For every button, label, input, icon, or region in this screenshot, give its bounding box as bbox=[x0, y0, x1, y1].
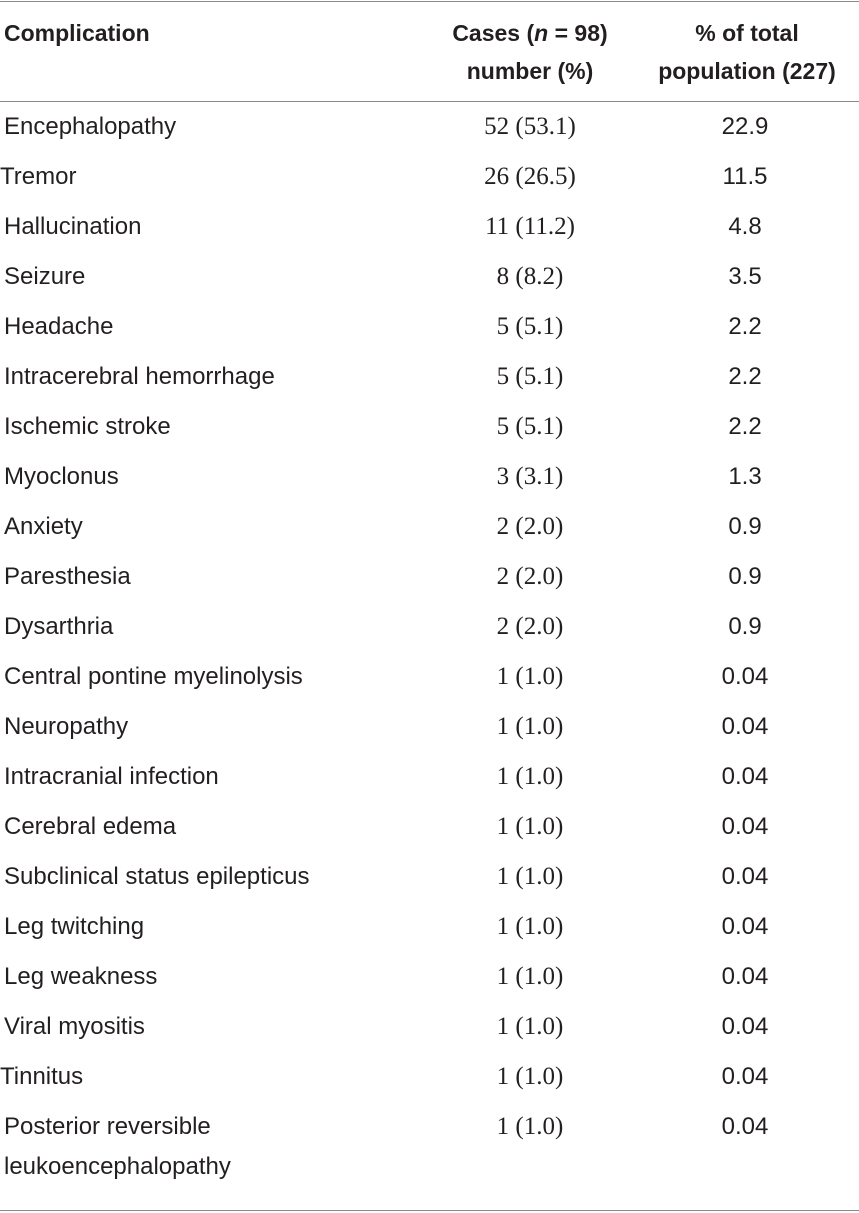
table-row bbox=[0, 1107, 859, 1197]
percent-total-cell: 0.9 bbox=[728, 563, 762, 590]
table-row bbox=[0, 1007, 859, 1057]
table-header-row bbox=[0, 0, 859, 101]
cases-cell: 52 (53.1) bbox=[484, 113, 576, 140]
header-rule bbox=[0, 101, 859, 102]
cases-cell: 1 (1.0) bbox=[496, 763, 564, 790]
complication-cell: Leg twitching bbox=[4, 913, 145, 940]
complication-cell: Hallucination bbox=[4, 213, 142, 240]
cases-cell: 1 (1.0) bbox=[496, 663, 564, 690]
table-row bbox=[0, 657, 859, 707]
percent-total-cell: 0.04 bbox=[721, 863, 769, 890]
cases-cell: 11 (11.2) bbox=[485, 213, 575, 240]
table-row bbox=[0, 357, 859, 407]
complication-cell: Headache bbox=[4, 313, 114, 340]
cases-cell: 5 (5.1) bbox=[496, 413, 564, 440]
cases-cell: 1 (1.0) bbox=[496, 1063, 564, 1090]
table-row bbox=[0, 607, 859, 657]
table-bottom-rule bbox=[0, 1210, 859, 1211]
percent-total-cell: 0.04 bbox=[721, 763, 769, 790]
cases-cell: 1 (1.0) bbox=[496, 913, 564, 940]
complication-cell: Neuropathy bbox=[4, 713, 129, 740]
table-row bbox=[0, 157, 859, 207]
complication-cell: Paresthesia bbox=[4, 563, 131, 590]
cases-cell: 1 (1.0) bbox=[496, 813, 564, 840]
table-row bbox=[0, 907, 859, 957]
cases-cell: 1 (1.0) bbox=[496, 963, 564, 990]
percent-total-cell: 0.04 bbox=[721, 1063, 769, 1090]
table-row bbox=[0, 757, 859, 807]
complication-cell: Viral myositis bbox=[4, 1013, 145, 1040]
complication-cell: Intracranial infection bbox=[4, 763, 219, 790]
percent-total-cell: 2.2 bbox=[728, 413, 762, 440]
table-row bbox=[0, 457, 859, 507]
table-row bbox=[0, 807, 859, 857]
complication-cell: Tremor bbox=[0, 163, 77, 190]
complication-cell: Tinnitus bbox=[0, 1063, 84, 1090]
table-row bbox=[0, 557, 859, 607]
table-body bbox=[0, 107, 859, 1197]
percent-total-cell: 1.3 bbox=[728, 463, 762, 490]
percent-total-cell: 0.9 bbox=[728, 513, 762, 540]
percent-total-cell: 0.04 bbox=[721, 1013, 769, 1040]
header-complication: Complication bbox=[4, 20, 150, 46]
percent-total-cell: 4.8 bbox=[728, 213, 762, 240]
percent-total-cell: 22.9 bbox=[721, 113, 769, 140]
table-row bbox=[0, 857, 859, 907]
percent-total-cell: 0.04 bbox=[721, 663, 769, 690]
complication-cell: Leg weakness bbox=[4, 963, 158, 990]
table-row bbox=[0, 1057, 859, 1107]
complication-cell: Central pontine myelinolysis bbox=[4, 663, 303, 690]
complication-cell: Myoclonus bbox=[4, 463, 119, 490]
percent-total-cell: 0.04 bbox=[721, 713, 769, 740]
header-cases: Cases (n = 98) number (%) bbox=[452, 20, 608, 84]
complication-cell: Cerebral edema bbox=[4, 813, 177, 840]
cases-cell: 2 (2.0) bbox=[496, 513, 564, 540]
cases-cell: 2 (2.0) bbox=[496, 563, 564, 590]
table-row bbox=[0, 307, 859, 357]
table-row bbox=[0, 957, 859, 1007]
complication-cell: Subclinical status epilepticus bbox=[4, 863, 310, 890]
complication-cell: Seizure bbox=[4, 263, 86, 290]
complication-cell: Encephalopathy bbox=[4, 113, 177, 140]
percent-total-cell: 2.2 bbox=[728, 363, 762, 390]
table-row bbox=[0, 207, 859, 257]
percent-total-cell: 0.04 bbox=[721, 1113, 769, 1140]
percent-total-cell: 3.5 bbox=[728, 263, 762, 290]
percent-total-cell: 0.9 bbox=[728, 613, 762, 640]
complication-cell: Ischemic stroke bbox=[4, 413, 171, 440]
cases-cell: 1 (1.0) bbox=[496, 1113, 564, 1140]
cases-cell: 5 (5.1) bbox=[496, 313, 564, 340]
percent-total-cell: 0.04 bbox=[721, 913, 769, 940]
cases-cell: 8 (8.2) bbox=[496, 263, 564, 290]
percent-total-cell: 0.04 bbox=[721, 813, 769, 840]
percent-total-cell: 2.2 bbox=[728, 313, 762, 340]
cases-cell: 5 (5.1) bbox=[496, 363, 564, 390]
table-row bbox=[0, 407, 859, 457]
percent-total-cell: 11.5 bbox=[722, 163, 768, 190]
table-row bbox=[0, 507, 859, 557]
table-row bbox=[0, 107, 859, 157]
table-row bbox=[0, 257, 859, 307]
cases-cell: 26 (26.5) bbox=[484, 163, 576, 190]
cases-cell: 1 (1.0) bbox=[496, 1013, 564, 1040]
complication-cell: Anxiety bbox=[4, 513, 83, 540]
header-percent-total: % of total population (227) bbox=[658, 20, 836, 84]
complication-cell: Intracerebral hemorrhage bbox=[4, 363, 275, 390]
complication-cell: Dysarthria bbox=[4, 613, 114, 640]
cases-cell: 2 (2.0) bbox=[496, 613, 564, 640]
table-row bbox=[0, 707, 859, 757]
percent-total-cell: 0.04 bbox=[721, 963, 769, 990]
complication-cell: Posterior reversible leukoencephalopathy bbox=[4, 1113, 231, 1180]
cases-cell: 1 (1.0) bbox=[496, 863, 564, 890]
cases-cell: 1 (1.0) bbox=[496, 713, 564, 740]
cases-cell: 3 (3.1) bbox=[496, 463, 564, 490]
